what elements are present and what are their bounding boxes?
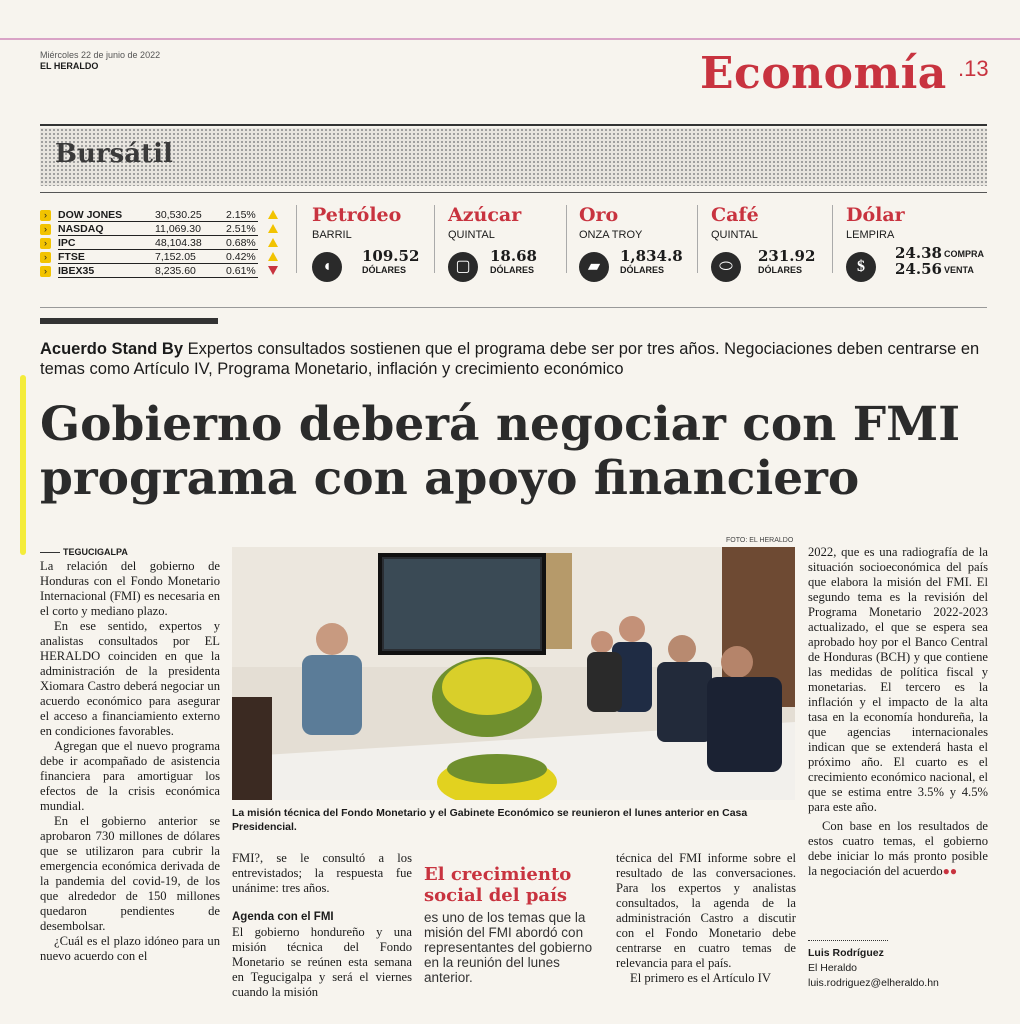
dateline: TEGUCIGALPA xyxy=(40,547,128,557)
meeting-photo xyxy=(232,547,795,800)
band-rule-bottom xyxy=(40,192,987,193)
end-mark-icon: ●● xyxy=(942,864,958,878)
index-value: 11,069.30 xyxy=(155,223,201,235)
index-name: NASDAQ xyxy=(58,223,104,235)
index-name: IBEX35 xyxy=(58,265,95,277)
pull-quote-text: es uno de los temas que la misión del FMI abordó con representantes del gobierno en la reunión del lunes anterior. xyxy=(424,910,593,985)
index-row xyxy=(40,223,262,236)
paragraph: En el gobierno anterior se aprobaron 730 millones de dólares que se utilizaron para cubrir la emergencia económica derivada de la pandemia del covid-19, de los que alrededor de 150 millones quedaron pendientes de desembolsar. xyxy=(40,814,220,933)
pull-quote-title: El crecimiento social del país xyxy=(424,864,572,906)
commodity-title: Oro xyxy=(579,204,619,226)
commodity-currency: DÓLARES xyxy=(758,265,803,275)
index-pct: 0.61% xyxy=(226,265,256,277)
index-pct: 0.68% xyxy=(226,237,256,249)
issue-date: Miércoles 22 de junio de 2022 xyxy=(40,50,161,60)
index-name: DOW JONES xyxy=(58,209,123,221)
paragraph: En ese sentido, expertos y analistas consultados por EL HERALDO coinciden en que la administración de la presidenta Xiomara Castro deberá negociar un acuerdo económico para asegurar el acceso a financiamiento externo en condiciones favorables. xyxy=(40,619,220,738)
paragraph: La relación del gobierno de Honduras con el Fondo Monetario Internacional (FMI) es necesaria en el corto y mediano plazo. xyxy=(40,559,220,618)
market-title: Bursátil xyxy=(55,139,173,169)
index-value: 30,530.25 xyxy=(155,209,202,221)
index-value: 48,104.38 xyxy=(155,237,202,249)
page-number: .13 xyxy=(958,56,989,81)
index-value: 7,152.05 xyxy=(155,251,196,263)
divider xyxy=(296,205,297,273)
commodity-title: Café xyxy=(711,204,759,226)
dollar-buy: 24.38 xyxy=(895,244,942,262)
oil-drop-icon: ◖ xyxy=(312,252,342,282)
meeting-photo-illustration xyxy=(232,547,795,800)
commodity-unit: BARRIL xyxy=(312,229,352,241)
commodity-unit: ONZA TROY xyxy=(579,229,643,241)
byline-rule xyxy=(808,940,888,942)
dollar-unit: LEMPIRA xyxy=(846,229,895,241)
dollar-title: Dólar xyxy=(846,204,905,226)
chevron-right-icon: › xyxy=(40,238,51,249)
highlighter-mark xyxy=(20,375,26,555)
commodity-value: 109.52 xyxy=(362,247,420,265)
commodity-title: Azúcar xyxy=(448,204,522,226)
kicker xyxy=(40,339,985,379)
commodity-currency: DÓLARES xyxy=(362,265,407,275)
subhead: Agenda con el FMI xyxy=(232,911,334,923)
chevron-right-icon: › xyxy=(40,266,51,277)
paragraph: El gobierno hondureño y una misión técnica del Fondo Monetario se reúnen esta semana en Tegucigalpa y será el viernes cuando la misión xyxy=(232,925,412,999)
byline xyxy=(808,946,988,991)
paragraph: Agregan que el nuevo programa debe ir acompañado de asistencia financiera para amortiguar los efectos de la crisis económica mundial. xyxy=(40,739,220,813)
coffee-bean-icon: ⬭ xyxy=(711,252,741,282)
trend-up-icon xyxy=(268,252,278,261)
index-pct: 2.15% xyxy=(226,209,256,221)
divider xyxy=(832,205,833,273)
chevron-right-icon: › xyxy=(40,252,51,263)
commodity-currency: DÓLARES xyxy=(490,265,535,275)
paragraph: El primero es el Artículo IV xyxy=(630,971,771,985)
top-rule xyxy=(0,38,1020,40)
money-bag-icon: $ xyxy=(846,252,876,282)
dollar-sell-label: VENTA xyxy=(944,265,974,275)
trend-up-icon xyxy=(268,224,278,233)
author-name: Luis Rodríguez xyxy=(808,947,884,959)
index-row xyxy=(40,237,262,250)
photo-caption: La misión técnica del Fondo Monetario y el Gabinete Económico se reunieron el lunes anterior en Casa Presidencial. xyxy=(232,807,748,833)
divider xyxy=(697,205,698,273)
author-org: El Heraldo xyxy=(808,962,858,974)
paragraph: Con base en los resultados de estos cuatro temas, el gobierno debe iniciar lo más pronto posible la negociación del acuerdo xyxy=(808,819,988,878)
commodity-value: 18.68 xyxy=(490,247,537,265)
divider xyxy=(434,205,435,273)
article-column-2 xyxy=(232,851,412,1000)
kicker-bar xyxy=(40,318,218,324)
chevron-right-icon: › xyxy=(40,224,51,235)
gold-bar-icon: ▰ xyxy=(579,252,609,282)
band-rule xyxy=(40,124,987,126)
dollar-buy-label: COMPRA xyxy=(944,249,984,259)
index-row xyxy=(40,251,262,264)
commodity-currency: DÓLARES xyxy=(620,265,665,275)
divider xyxy=(566,205,567,273)
index-name: FTSE xyxy=(58,251,85,263)
headline: Gobierno deberá negociar con FMI programa con apoyo financiero xyxy=(40,397,961,506)
commodity-unit: QUINTAL xyxy=(711,229,758,241)
market-band xyxy=(40,128,987,186)
article-column-1 xyxy=(40,559,220,964)
trend-up-icon xyxy=(268,210,278,219)
section-rule xyxy=(40,307,987,308)
index-pct: 0.42% xyxy=(226,251,256,263)
photo-credit: FOTO: EL HERALDO xyxy=(726,537,794,544)
trend-down-icon xyxy=(268,266,278,275)
commodity-value: 231.92 xyxy=(758,247,816,265)
author-email[interactable]: luis.rodriguez@elheraldo.hn xyxy=(808,977,939,989)
sugar-bag-icon: ▢ xyxy=(448,252,478,282)
kicker-label: Acuerdo Stand By xyxy=(40,340,184,358)
paragraph: FMI?, se le consultó a los entrevistados; la respuesta fue unánime: tres años. xyxy=(232,851,412,895)
article-column-3 xyxy=(616,851,796,986)
index-pct: 2.51% xyxy=(226,223,256,235)
commodity-title: Petróleo xyxy=(312,204,402,226)
index-name: IPC xyxy=(58,237,76,249)
chevron-right-icon: › xyxy=(40,210,51,221)
newspaper-name: EL HERALDO xyxy=(40,61,99,71)
commodity-unit: QUINTAL xyxy=(448,229,495,241)
kicker-text: Expertos consultados sostienen que el programa debe ser por tres años. Negociaciones deben centrarse en temas como Artículo IV, Programa Monetario, inflación y crecimiento económico xyxy=(40,340,980,378)
index-row xyxy=(40,209,262,222)
dollar-sell: 24.56 xyxy=(895,260,942,278)
commodity-value: 1,834.8 xyxy=(620,247,683,265)
paragraph: 2022, que es una radiografía de la situación socioeconómica del país que elabora la misión del FMI. El segundo tema es la revisión del Programa Monetario 2022-2023 actualizado, el que se espera sea aprobado hoy por el Banco Central de Honduras (BCH) y que contiene las medidas de política fiscal y monetarias. El tercero es la inflación y el impacto de la alta tasa en la economía hondureña, la que agencias internacionales indican que se extenderá hasta el próximo año. El cuarto es el crecimiento económico nacional, el que se estima entre 3.5% y 4.5% para este año. xyxy=(808,545,988,814)
article-column-4 xyxy=(808,545,988,879)
trend-up-icon xyxy=(268,238,278,247)
paragraph: técnica del FMI informe sobre el resultado de las conversaciones. Para los expertos y analistas consultados, la agenda de la administración Castro a discutir con el Fondo Monetario debe centrarse en cuatro temas de relevancia para el país. xyxy=(616,851,796,970)
index-row xyxy=(40,265,262,278)
paragraph: ¿Cuál es el plazo idóneo para un nuevo acuerdo con el xyxy=(40,934,220,963)
index-value: 8,235.60 xyxy=(155,265,196,277)
section-title: Economía xyxy=(700,48,947,99)
